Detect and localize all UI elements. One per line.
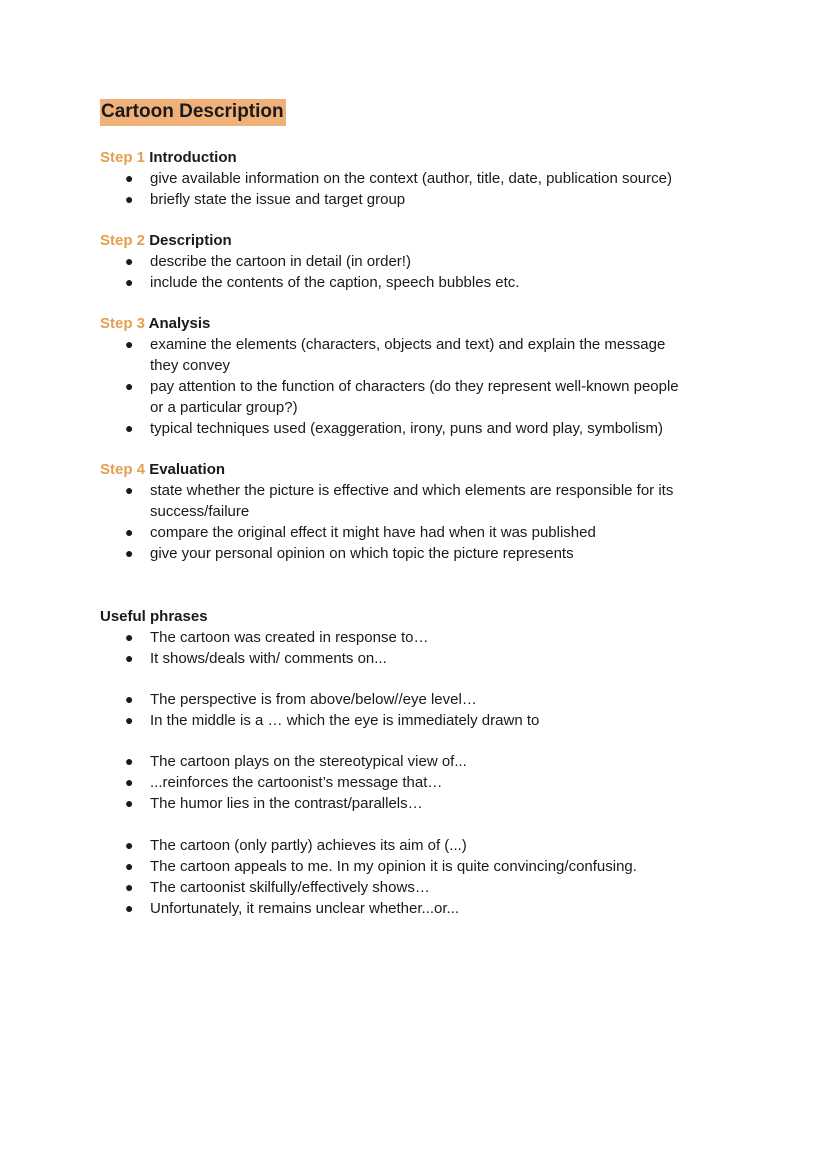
phrase-group-2 xyxy=(100,689,740,731)
bullet-icon: ● xyxy=(125,524,134,540)
useful-phrases-heading: Useful phrases xyxy=(100,608,208,625)
list-item: ● The cartoon appeals to me. In my opinion it is quite convincing/confusing. xyxy=(125,858,637,875)
list-item: ● The cartoonist skilfully/effectively shows… xyxy=(125,879,430,896)
step-3-name: Analysis xyxy=(148,315,211,332)
step-4-section xyxy=(100,459,740,564)
list-item: ● compare the original effect it might have had when it was published xyxy=(125,524,596,541)
bullet-icon: ● xyxy=(125,900,134,916)
bullet-icon: ● xyxy=(125,420,134,436)
list-item: ● The cartoon plays on the stereotypical view of... xyxy=(125,753,467,770)
step-1-heading xyxy=(100,147,740,168)
phrase-group-3 xyxy=(100,751,740,814)
bullet-icon: ● xyxy=(125,650,134,666)
list-item: ● The perspective is from above/below//eye level… xyxy=(125,691,477,708)
step-3-list xyxy=(100,334,740,439)
step-1-list xyxy=(100,168,740,210)
bullet-icon: ● xyxy=(125,753,134,769)
list-item: ● describe the cartoon in detail (in order!) xyxy=(125,253,411,270)
step-2-section xyxy=(100,230,740,293)
bullet-icon: ● xyxy=(125,837,134,853)
list-item: ● ...reinforces the cartoonist’s message that… xyxy=(125,774,443,791)
list-item: ● give your personal opinion on which topic the picture represents xyxy=(125,545,574,562)
step-2-list xyxy=(100,251,740,293)
list-item: ● The humor lies in the contrast/parallels… xyxy=(125,795,423,812)
step-3-heading xyxy=(100,313,740,334)
bullet-icon: ● xyxy=(125,170,134,186)
bullet-icon: ● xyxy=(125,545,134,561)
bullet-icon: ● xyxy=(125,795,134,811)
list-item: ● pay attention to the function of characters (do they represent well-known people or a particular group?) xyxy=(125,378,679,416)
step-2-name: Description xyxy=(149,232,232,249)
bullet-icon: ● xyxy=(125,378,134,394)
list-item: ● typical techniques used (exaggeration, irony, puns and word play, symbolism) xyxy=(125,420,664,437)
bullet-icon: ● xyxy=(125,629,134,645)
list-item: ● The cartoon (only partly) achieves its aim of (...) xyxy=(125,837,467,854)
list-item: ● give available information on the context (author, title, date, publication source) xyxy=(125,170,672,187)
step-3-section xyxy=(100,313,740,439)
step-2-heading xyxy=(100,230,740,251)
list-item: ● The cartoon was created in response to… xyxy=(125,629,429,646)
list-item: ● examine the elements (characters, objects and text) and explain the message they convey xyxy=(125,336,666,374)
bullet-icon: ● xyxy=(125,253,134,269)
bullet-icon: ● xyxy=(125,858,134,874)
useful-phrases-section xyxy=(100,606,740,669)
bullet-icon: ● xyxy=(125,879,134,895)
bullet-icon: ● xyxy=(125,191,134,207)
list-item: ● In the middle is a … which the eye is immediately drawn to xyxy=(125,712,540,729)
step-2-tag: Step 2 xyxy=(100,232,146,249)
phrase-group-1 xyxy=(100,627,740,669)
list-item: ● It shows/deals with/ comments on... xyxy=(125,650,387,667)
step-4-list xyxy=(100,480,740,564)
bullet-icon: ● xyxy=(125,482,134,498)
step-3-tag: Step 3 xyxy=(100,315,146,332)
phrase-group-4 xyxy=(100,835,740,919)
bullet-icon: ● xyxy=(125,274,134,290)
bullet-icon: ● xyxy=(125,712,134,728)
bullet-icon: ● xyxy=(125,774,134,790)
list-item: ● include the contents of the caption, speech bubbles etc. xyxy=(125,274,520,291)
bullet-icon: ● xyxy=(125,336,134,352)
page-title: Cartoon Description xyxy=(100,99,286,126)
step-4-heading xyxy=(100,459,740,480)
step-1-section xyxy=(100,147,740,210)
step-4-name: Evaluation xyxy=(149,461,226,478)
step-4-tag: Step 4 xyxy=(100,461,146,478)
list-item: ● state whether the picture is effective and which elements are responsible for its success/failure xyxy=(125,482,674,520)
bullet-icon: ● xyxy=(125,691,134,707)
list-item: ● briefly state the issue and target group xyxy=(125,191,406,208)
step-1-name: Introduction xyxy=(149,149,237,166)
list-item: ● Unfortunately, it remains unclear whether...or... xyxy=(125,900,460,917)
step-1-tag: Step 1 xyxy=(100,149,146,166)
